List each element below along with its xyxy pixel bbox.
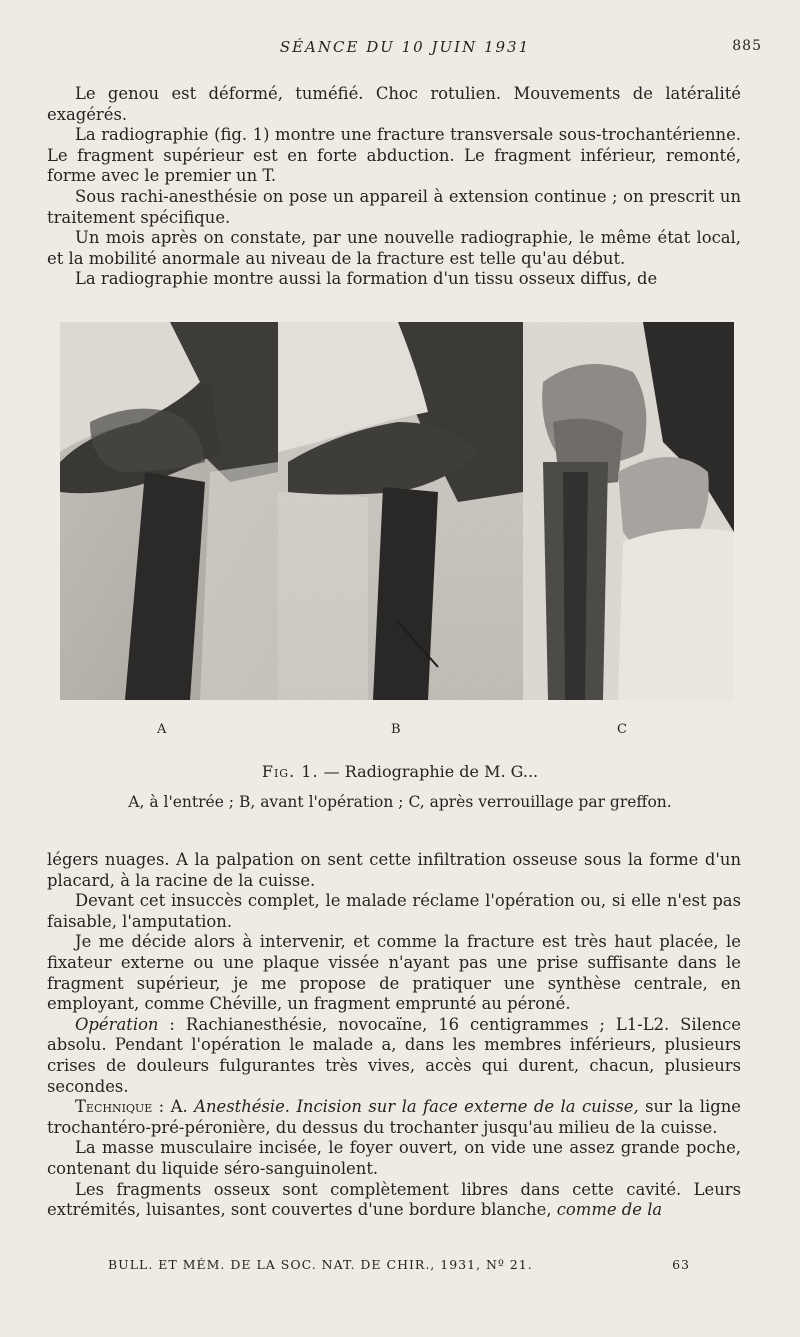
radiograph-panel-a (60, 322, 278, 700)
running-title: SÉANCE DU 10 JUIN 1931 (279, 38, 531, 56)
sheet-number: 63 (672, 1257, 690, 1272)
section-label: Technique (75, 1097, 153, 1117)
body-text-bottom (47, 850, 741, 1221)
paragraph: Sous rachi-anesthésie on pose un appareil à extension continue ; on prescrit un traitement spécifique. (47, 186, 741, 227)
paragraph: Devant cet insuccès complet, le malade réclame l'opération ou, si elle n'est pas faisable, l'amputation. (47, 891, 741, 931)
paragraph-text: : A. (152, 1097, 195, 1117)
radiograph-panel-c (523, 322, 734, 700)
paragraph-text: sur la ligne trochantéro-pré-péronière, du dessus du trochanter jusqu'au milieu de la cuisse. (47, 1097, 741, 1137)
paragraph-text: Les fragments osseux sont complètement libres dans cette cavité. Leurs extrémités, luisantes, sont couvertes d'une bordure blanche, (47, 1179, 741, 1220)
paragraph (47, 1097, 741, 1138)
page-number: 885 (732, 38, 762, 54)
page-footer (108, 1257, 690, 1277)
paragraph: La radiographie (fig. 1) montre une fracture transversale sous-trochantérienne. Le fragment supérieur est en forte abduction. Le fragment inférieur, remonté, forme avec le premier un T. (47, 125, 741, 186)
paragraph: Je me décide alors à intervenir, et comme la fracture est très haut placée, le fixateur externe ou une plaque vissée n'ayant pas une prise suffisante dans le fragment supérieur, je me propose de pratiquer une synthèse centrale, en employant, comme Chéville, un fragment emprunté au péroné. (47, 932, 741, 1014)
panel-label-a: A (157, 722, 167, 737)
figure-caption-title: — Radiographie de M. G... (323, 762, 539, 781)
paragraph: La radiographie montre aussi la formation d'un tissu osseux diffus, de (75, 269, 658, 289)
radiograph-panel-b (278, 322, 523, 700)
journal-reference: BULL. ET MÉM. DE LA SOC. NAT. DE CHIR., 1931, Nº 21. (108, 1257, 533, 1272)
paragraph (47, 1180, 741, 1221)
radiograph-figure (60, 322, 734, 700)
page-header (48, 38, 762, 58)
panel-label-c: C (617, 722, 627, 737)
paragraph-text: : Rachianesthésie, novocaïne, 16 centigrammes ; L1-L2. Silence absolu. Pendant l'opération le malade a, dans les membres inférieurs, plusieurs crises de douleurs fulgurantes très vives, accès qui durent, chacun, plusieurs secondes. (47, 1014, 741, 1096)
paragraph: La masse musculaire incisée, le foyer ouvert, on vide une assez grande poche, contenant du liquide séro-sanguinolent. (47, 1138, 741, 1178)
paragraph: Un mois après on constate, par une nouvelle radiographie, le même état local, et la mobilité anormale au niveau de la fracture est telle qu'au début. (47, 228, 741, 268)
panel-label-b: B (391, 722, 401, 737)
figure-caption (0, 762, 800, 781)
section-label: Opération (75, 1014, 159, 1034)
figure-number: Fig. 1. (261, 762, 319, 781)
body-text-top (47, 84, 741, 290)
paragraph-emphasis: comme de la (556, 1200, 663, 1220)
paragraph: légers nuages. A la palpation on sent cette infiltration osseuse sous la forme d'un placard, à la racine de la cuisse. (47, 850, 741, 890)
paragraph (47, 1015, 741, 1097)
paragraph: Le genou est déformé, tuméfié. Choc rotulien. Mouvements de latéralité exagérés. (47, 84, 741, 124)
figure-caption-subtitle: A, à l'entrée ; B, avant l'opération ; C, après verrouillage par greffon. (128, 793, 672, 811)
paragraph-emphasis: Anesthésie. Incision sur la face externe de la cuisse, (194, 1097, 639, 1117)
